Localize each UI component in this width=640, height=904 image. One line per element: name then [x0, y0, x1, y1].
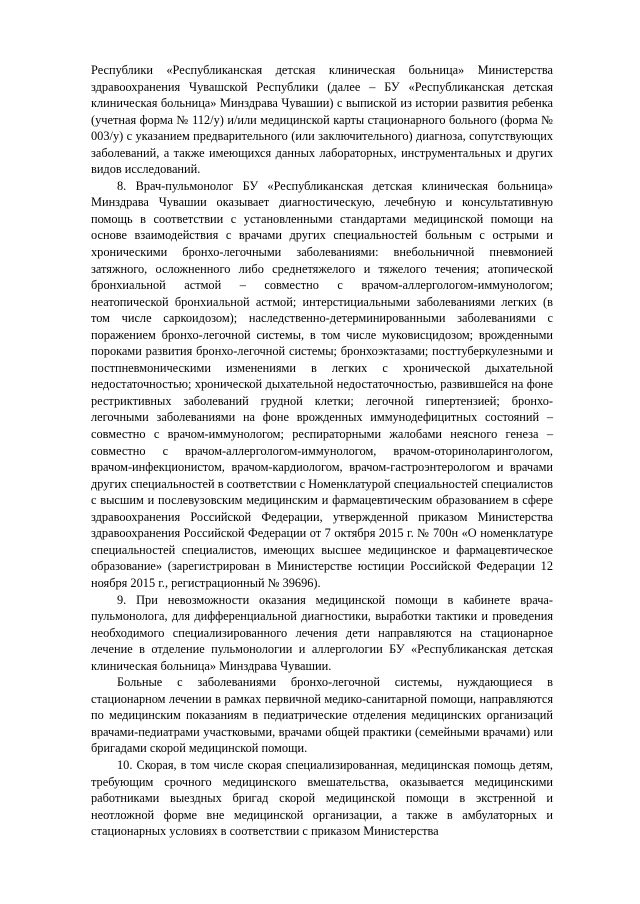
paragraph-item-10: 10. Скорая, в том числе скорая специализированная, медицинская помощь детям, требующим срочного медицинского вмешательства, оказывается медицинскими работниками выездных бригад скорой медицинской помощи в экстренной и неотложной форме вне медицинской организации, а также в амбулаторных и стационарных условиях в соответствии с приказом Министерства — [91, 757, 553, 839]
paragraph-item-9: 9. При невозможности оказания медицинской помощи в кабинете врача-пульмонолога, для дифференциальной диагностики, выработки тактики и проведения необходимого специализированного лечения дети направляются на стационарное лечение в отделение пульмонологии и аллергологии БУ «Республиканская детская клиническая больница» Минздрава Чувашии. — [91, 592, 553, 673]
paragraph-continuation: Республики «Республиканская детская клиническая больница» Министерства здравоохранения Чувашской Республики (далее – БУ «Республиканская детская клиническая больница» Минздрава Чувашии) с выпиской из истории развития ребенка (учетная форма № 112/у) и/или медицинской карты стационарного больного (форма № 003/у) с указанием предварительного (или заключительного) диагноза, сопутствующих заболеваний, а также имеющихся данных лабораторных, инструментальных и других видов исследований. — [91, 63, 553, 177]
document-body — [91, 62, 553, 840]
paragraph-item-8: 8. Врач-пульмонолог БУ «Республиканская детская клиническая больница» Минздрава Чувашии оказывает диагностическую, лечебную и консультативную помощь в соответствии с установленными стандартами медицинской помощи на основе взаимодействия с врачами других специальностей больным с острыми и хроническими бронхо-легочными заболеваниями: внебольничной пневмонией затяжного, осложненного либо среднетяжелого и тяжелого течения; атопической бронхиальной астмой – совместно с врачом-аллергологом-иммунологом; неатопической бронхиальной астмой; интерстициальными заболеваниями легких (в том числе саркоидозом); наследственно-детерминированными заболеваниями с поражением бронхо-легочной системы, в том числе муковисцидозом; врожденными пороками развития бронхо-легочной системы; бронхоэктазами; посттуберкулезными и постпневмоническими изменениями в легких с хронической дыхательной недостаточностью; хронической дыхательной недостаточностью, развившейся на фоне рестриктивных заболеваний грудной клетки; легочной гипертензией; бронхо-легочными заболеваниями на фоне врожденных иммунодефицитных состояний – совместно с врачом-иммунологом; респираторными жалобами неясного генеза – совместно с врачом-аллергологом-иммунологом, врачом-оториноларингологом, врачом-инфекционистом, врачом-кардиологом, врачом-гастроэнтерологом и врачами других специальностей в соответствии с Номенклатурой специальностей специалистов с высшим и послевузовским медицинским и фармацевтическим образованием в сфере здравоохранения Российской Федерации, утвержденной приказом Министерства здравоохранения Российской Федерации от 7 октября 2015 г. № 700н «О номенклатуре специальностей специалистов, имеющих высшее медицинское и фармацевтическое образование» (зарегистрирован в Министерстве юстиции Российской Федерации 12 ноября 2015 г., регистрационный № 39696). — [91, 178, 553, 590]
paragraph-inpatient-referral: Больные с заболеваниями бронхо-легочной системы, нуждающиеся в стационарном лечении в рамках первичной медико-санитарной помощи, направляются по медицинским показаниям в педиатрические отделения медицинских организаций врачами-педиатрами участковыми, врачами общей практики (семейными врачами) или бригадами скорой медицинской помощи. — [91, 675, 553, 756]
